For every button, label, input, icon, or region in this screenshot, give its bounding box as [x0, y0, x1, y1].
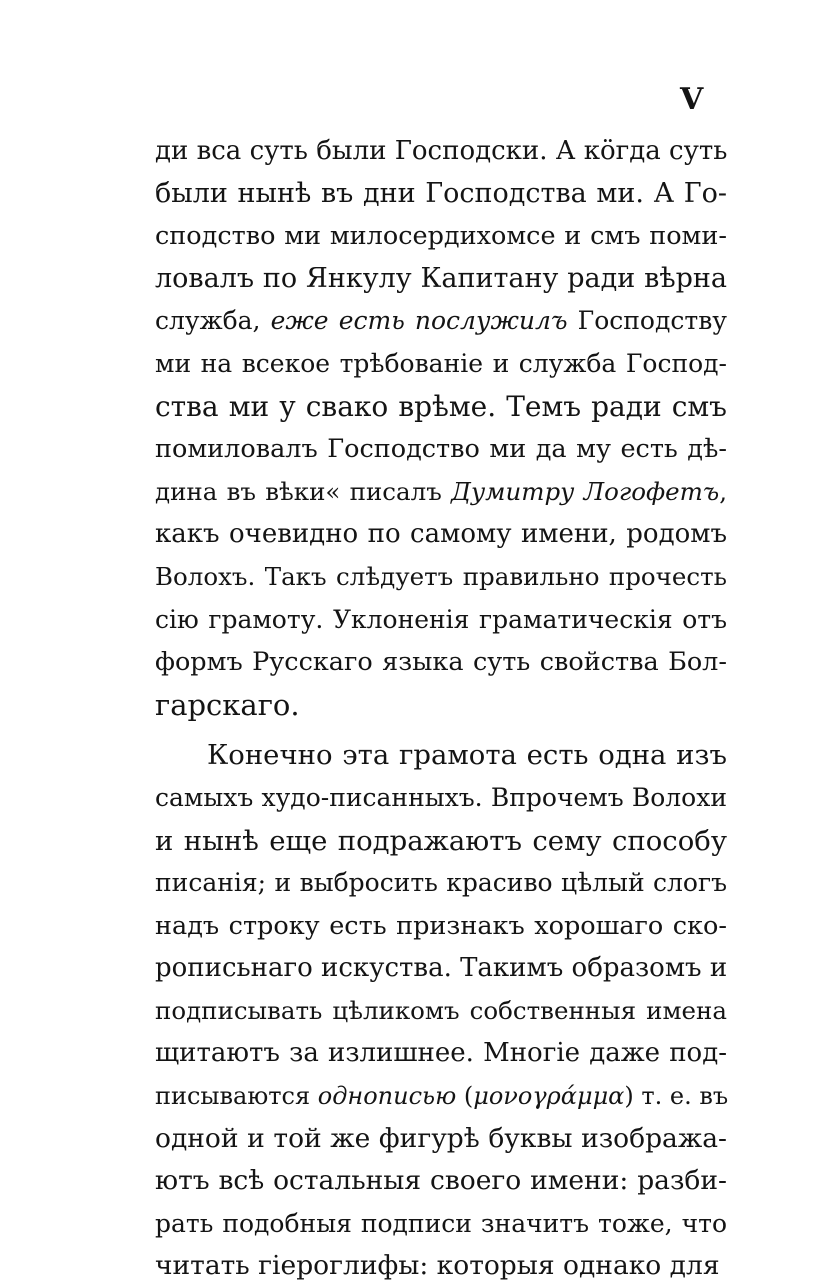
text-line: [155, 1118, 727, 1161]
text-segment: ства ми у свако врѣме. Темъ ради смъ: [155, 389, 727, 423]
text-line: [155, 300, 727, 343]
text-line: [155, 173, 727, 216]
text-segment: какъ очевидно по самому имени, родомъ: [155, 519, 727, 550]
text-line: [155, 684, 727, 727]
text-segment: ) т. е. въ: [624, 1082, 729, 1111]
text-segment: были нынѣ въ дни Господства ми. А Го-: [155, 177, 727, 209]
text-line: [155, 556, 727, 599]
text-line: [155, 130, 727, 173]
text-segment: одной и той же фигурѣ буквы изобража-: [155, 1122, 727, 1154]
text-segment: ютъ всѣ остальныя своего имени: разби-: [155, 1165, 727, 1197]
italic-text: однописью: [317, 1082, 457, 1111]
text-line: [155, 513, 727, 556]
text-line: [155, 734, 727, 777]
text-line: [155, 1203, 727, 1246]
text-line: [155, 343, 727, 386]
text-segment: помиловалъ Господство ми да му есть дѣ-: [155, 434, 727, 465]
text-segment: писанія; и выбросить красиво цѣлый слогъ: [155, 868, 727, 898]
text-segment: ди вса суть были Господски. А кӧгда суть: [155, 136, 728, 166]
text-segment: подписывать цѣликомъ собственныя имена: [155, 995, 727, 1025]
text-line: [155, 862, 727, 905]
text-segment: формъ Русскаго языка суть свойства Бол-: [155, 647, 727, 678]
text-segment: (: [456, 1082, 474, 1111]
text-line: [155, 990, 727, 1033]
italic-text: Думитру Логофетъ: [451, 476, 720, 506]
text-line: [155, 1245, 727, 1288]
text-line: [155, 820, 727, 863]
text-segment: рать подобныя подписи значитъ тоже, что: [155, 1208, 727, 1238]
text-line: [155, 905, 727, 948]
text-segment: Господству: [567, 306, 727, 336]
page-number: V: [680, 82, 705, 117]
italic-text: еже есть послужилъ: [270, 306, 568, 336]
text-segment: читать гіероглифы: которыя однако для: [155, 1250, 720, 1282]
italic-text: μονογράμμα: [473, 1082, 625, 1111]
text-line: [155, 641, 727, 684]
text-line: [155, 428, 727, 471]
text-line: [155, 471, 727, 514]
text-line: [155, 1032, 727, 1075]
text-line: [155, 386, 727, 429]
text-segment: сподство ми милосердихомсе и смъ поми-: [155, 221, 727, 252]
text-segment: Волохъ. Такъ слѣдуетъ правильно прочесть: [155, 561, 727, 591]
text-line: [155, 258, 727, 301]
text-segment: Конечно эта грамота есть одна изъ: [207, 739, 727, 772]
text-segment: ми на всекое трѣбованіе и служба Господ-: [155, 348, 727, 378]
text-line: [155, 599, 727, 642]
text-segment: гарскаго.: [155, 687, 300, 722]
text-segment: и нынѣ еще подражаютъ сему способу: [155, 824, 727, 857]
text-segment: сію грамоту. Уклоненія граматическія отъ: [155, 604, 727, 634]
text-segment: ,: [719, 476, 727, 506]
text-line: [155, 215, 727, 258]
text-line: [155, 1075, 727, 1118]
text-line: [155, 1160, 727, 1203]
text-line: [155, 947, 727, 990]
text-segment: ловалъ по Янкулу Капитану ради вѣрна: [155, 262, 727, 294]
text-segment: писываются: [155, 1082, 318, 1111]
body-text: [155, 130, 727, 1288]
paragraph-gap: [155, 726, 727, 734]
text-segment: щитаютъ за излишнее. Многіе даже под-: [155, 1038, 727, 1069]
text-segment: дина въ вѣки« писалъ: [155, 476, 452, 506]
text-segment: служба,: [155, 306, 271, 336]
text-segment: самыхъ худо-писанныхъ. Впрочемъ Волохи: [155, 782, 727, 812]
text-segment: рописьнаго искуства. Такимъ образомъ и: [155, 953, 728, 984]
text-line: [155, 777, 727, 820]
text-segment: надъ строку есть признакъ хорошаго ско-: [155, 910, 727, 941]
